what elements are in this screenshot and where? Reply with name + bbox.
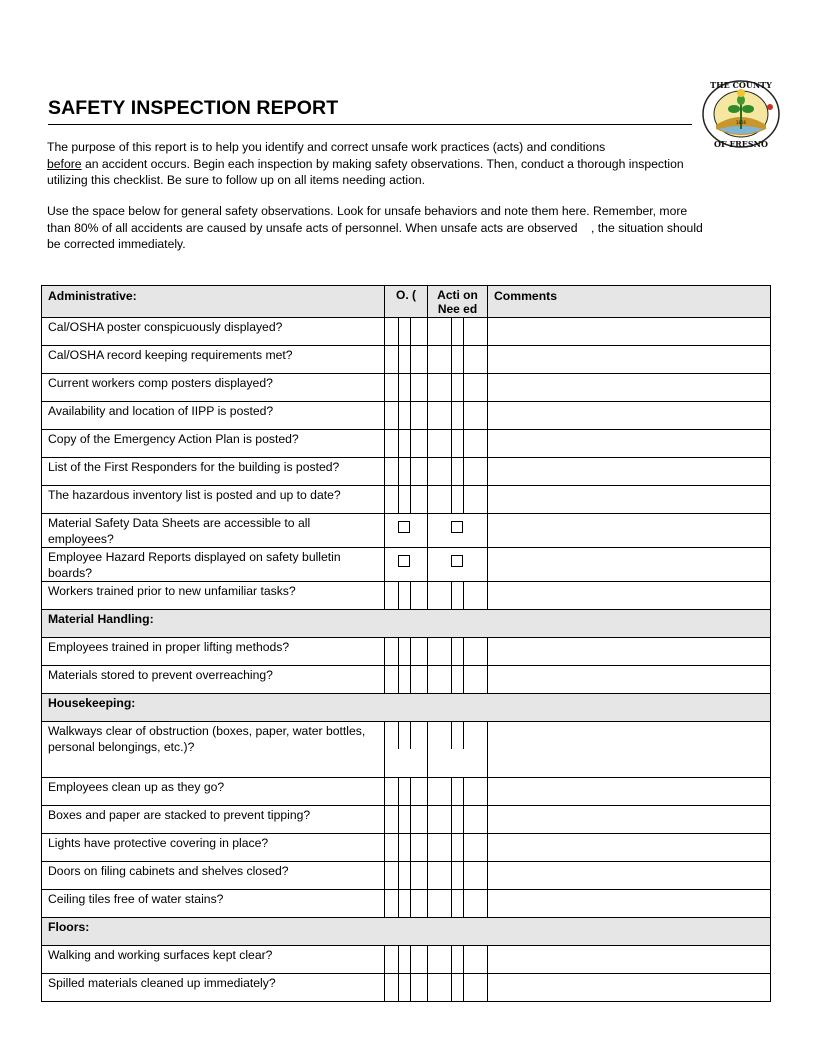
checklist-item-label: Copy of the Emergency Action Plan is posted? bbox=[42, 430, 385, 458]
checklist-item-label: Lights have protective covering in place? bbox=[42, 834, 385, 862]
ok-cell bbox=[385, 374, 428, 402]
table-row bbox=[42, 548, 771, 582]
observations-line-2: than 80% of all accidents are caused by unsafe acts of personnel. When unsafe acts are observed , the situation should bbox=[47, 220, 703, 235]
header-ok: O. ( bbox=[385, 286, 428, 318]
table-row bbox=[42, 862, 771, 890]
section-fill-cell bbox=[385, 694, 428, 722]
observations-line-1: Use the space below for general safety observations. Look for unsafe behaviors and note them here. Remember, more bbox=[47, 204, 688, 218]
seal-top-text: THE COUNTY bbox=[710, 80, 772, 90]
title-rule bbox=[48, 124, 692, 125]
header-action-line-1: Acti on bbox=[437, 288, 478, 302]
table-row bbox=[42, 666, 771, 694]
table-row bbox=[42, 374, 771, 402]
action-cell bbox=[428, 548, 488, 582]
action-checkbox[interactable] bbox=[451, 318, 464, 345]
ok-cell bbox=[385, 890, 428, 918]
ok-checkbox[interactable] bbox=[398, 402, 411, 429]
comments-cell[interactable] bbox=[488, 778, 771, 806]
comments-cell[interactable] bbox=[488, 722, 771, 778]
checklist-item-label: List of the First Responders for the building is posted? bbox=[42, 458, 385, 486]
comments-cell[interactable] bbox=[488, 862, 771, 890]
intro-line-2: an accident occurs. Begin each inspection by making safety observations. Then, conduct a thorough inspection bbox=[81, 156, 684, 171]
ok-cell bbox=[385, 834, 428, 862]
action-checkbox[interactable] bbox=[451, 722, 464, 749]
comments-cell[interactable] bbox=[488, 346, 771, 374]
observations-line-3: be corrected immediately. bbox=[47, 237, 186, 251]
ok-cell bbox=[385, 430, 428, 458]
table-row bbox=[42, 638, 771, 666]
action-checkbox[interactable] bbox=[451, 946, 464, 973]
action-checkbox[interactable] bbox=[451, 778, 464, 805]
ok-cell bbox=[385, 582, 428, 610]
comments-cell[interactable] bbox=[488, 514, 771, 548]
action-checkbox[interactable] bbox=[451, 486, 464, 513]
ok-cell bbox=[385, 458, 428, 486]
ok-cell bbox=[385, 946, 428, 974]
action-cell bbox=[428, 806, 488, 834]
table-row bbox=[42, 806, 771, 834]
action-cell bbox=[428, 638, 488, 666]
section-fill-cell bbox=[488, 694, 771, 722]
ok-checkbox[interactable] bbox=[398, 555, 410, 567]
comments-cell[interactable] bbox=[488, 834, 771, 862]
seal-year: 1856 bbox=[735, 120, 747, 125]
ok-checkbox[interactable] bbox=[398, 374, 411, 401]
checklist-item-label: Materials stored to prevent overreaching? bbox=[42, 666, 385, 694]
comments-cell[interactable] bbox=[488, 582, 771, 610]
ok-checkbox[interactable] bbox=[398, 458, 411, 485]
table-row bbox=[42, 402, 771, 430]
section-fill-cell bbox=[428, 610, 488, 638]
checklist-item-label: Walkways clear of obstruction (boxes, paper, water bottles, personal belongings, etc.)? bbox=[42, 722, 385, 778]
ok-checkbox[interactable] bbox=[398, 722, 411, 749]
ok-cell bbox=[385, 548, 428, 582]
table-row bbox=[42, 834, 771, 862]
action-checkbox[interactable] bbox=[451, 458, 464, 485]
action-cell bbox=[428, 582, 488, 610]
table-row bbox=[42, 778, 771, 806]
ok-cell bbox=[385, 666, 428, 694]
intro-paragraph bbox=[47, 139, 747, 189]
section-fill-cell bbox=[428, 918, 488, 946]
ok-checkbox[interactable] bbox=[398, 346, 411, 373]
checklist-item-label: Current workers comp posters displayed? bbox=[42, 374, 385, 402]
action-checkbox[interactable] bbox=[451, 890, 464, 917]
ok-checkbox[interactable] bbox=[398, 778, 411, 805]
section-fill-cell bbox=[428, 694, 488, 722]
inspection-checklist-table bbox=[41, 285, 771, 1002]
action-checkbox[interactable] bbox=[451, 806, 464, 833]
action-cell bbox=[428, 514, 488, 548]
header-action-needed bbox=[428, 286, 488, 318]
report-title: SAFETY INSPECTION REPORT bbox=[48, 97, 339, 119]
checklist-item-label: Employees trained in proper lifting methods? bbox=[42, 638, 385, 666]
action-checkbox[interactable] bbox=[451, 862, 464, 889]
header-comments: Comments bbox=[488, 286, 771, 318]
action-checkbox[interactable] bbox=[451, 374, 464, 401]
ok-checkbox[interactable] bbox=[398, 946, 411, 973]
action-cell bbox=[428, 318, 488, 346]
table-row bbox=[42, 582, 771, 610]
ok-cell bbox=[385, 318, 428, 346]
ok-checkbox[interactable] bbox=[398, 806, 411, 833]
table-row bbox=[42, 946, 771, 974]
section-title: Material Handling: bbox=[42, 610, 385, 638]
action-cell bbox=[428, 974, 488, 1002]
action-checkbox[interactable] bbox=[451, 974, 464, 1001]
ok-checkbox[interactable] bbox=[398, 974, 411, 1001]
checklist-item-label: The hazardous inventory list is posted and up to date? bbox=[42, 486, 385, 514]
action-cell bbox=[428, 834, 488, 862]
ok-cell bbox=[385, 806, 428, 834]
comments-cell[interactable] bbox=[488, 458, 771, 486]
checklist-item-label: Availability and location of IIPP is posted? bbox=[42, 402, 385, 430]
section-fill-cell bbox=[385, 918, 428, 946]
comments-cell[interactable] bbox=[488, 946, 771, 974]
action-checkbox[interactable] bbox=[451, 666, 464, 693]
ok-cell bbox=[385, 346, 428, 374]
comments-cell[interactable] bbox=[488, 430, 771, 458]
action-cell bbox=[428, 722, 488, 778]
table-row bbox=[42, 974, 771, 1002]
action-cell bbox=[428, 890, 488, 918]
seal-bottom-text: OF FRESNO bbox=[714, 139, 768, 149]
ok-checkbox[interactable] bbox=[398, 666, 411, 693]
section-title: Housekeeping: bbox=[42, 694, 385, 722]
comments-cell[interactable] bbox=[488, 666, 771, 694]
action-cell bbox=[428, 666, 488, 694]
comments-cell[interactable] bbox=[488, 318, 771, 346]
intro-line-3: utilizing this checklist. Be sure to follow up on all items needing action. bbox=[47, 173, 426, 187]
table-header-row bbox=[42, 286, 771, 318]
comments-cell[interactable] bbox=[488, 890, 771, 918]
comments-cell[interactable] bbox=[488, 974, 771, 1002]
ok-checkbox[interactable] bbox=[398, 430, 411, 457]
section-fill-cell bbox=[385, 610, 428, 638]
ok-cell bbox=[385, 778, 428, 806]
intro-before-word: before bbox=[47, 156, 82, 171]
header-action-line-2: Nee ed bbox=[437, 302, 478, 316]
table-row bbox=[42, 722, 771, 778]
comments-cell[interactable] bbox=[488, 806, 771, 834]
action-cell bbox=[428, 346, 488, 374]
ok-checkbox[interactable] bbox=[398, 486, 411, 513]
action-checkbox[interactable] bbox=[451, 582, 464, 609]
checklist-item-label: Boxes and paper are stacked to prevent tipping? bbox=[42, 806, 385, 834]
checklist-item-label: Spilled materials cleaned up immediately? bbox=[42, 974, 385, 1002]
checklist-item-label: Doors on filing cabinets and shelves closed? bbox=[42, 862, 385, 890]
section-header-row bbox=[42, 918, 771, 946]
comments-cell[interactable] bbox=[488, 548, 771, 582]
ok-checkbox[interactable] bbox=[398, 862, 411, 889]
action-checkbox[interactable] bbox=[451, 834, 464, 861]
checklist-item-label: Ceiling tiles free of water stains? bbox=[42, 890, 385, 918]
checklist-item-label: Cal/OSHA record keeping requirements met? bbox=[42, 346, 385, 374]
ok-cell bbox=[385, 862, 428, 890]
section-fill-cell bbox=[488, 918, 771, 946]
action-cell bbox=[428, 402, 488, 430]
checklist-item-label: Cal/OSHA poster conspicuously displayed? bbox=[42, 318, 385, 346]
checklist-item-label: Employees clean up as they go? bbox=[42, 778, 385, 806]
observations-paragraph bbox=[47, 203, 759, 253]
ok-cell bbox=[385, 514, 428, 548]
section-header-row bbox=[42, 610, 771, 638]
ok-checkbox[interactable] bbox=[398, 890, 411, 917]
ok-checkbox[interactable] bbox=[398, 521, 410, 533]
table-row bbox=[42, 458, 771, 486]
action-cell bbox=[428, 374, 488, 402]
action-cell bbox=[428, 486, 488, 514]
comments-cell[interactable] bbox=[488, 402, 771, 430]
checklist-item-label: Workers trained prior to new unfamiliar tasks? bbox=[42, 582, 385, 610]
checklist-item-label: Employee Hazard Reports displayed on safety bulletin boards? bbox=[42, 548, 385, 582]
action-checkbox[interactable] bbox=[451, 521, 463, 533]
action-cell bbox=[428, 458, 488, 486]
table-row bbox=[42, 890, 771, 918]
table-row bbox=[42, 346, 771, 374]
action-checkbox[interactable] bbox=[451, 555, 463, 567]
section-header-row bbox=[42, 694, 771, 722]
checklist-item-label: Material Safety Data Sheets are accessible to all employees? bbox=[42, 514, 385, 548]
intro-line-1: The purpose of this report is to help you identify and correct unsafe work practices (acts) and conditions bbox=[47, 140, 606, 154]
table-row bbox=[42, 430, 771, 458]
action-checkbox[interactable] bbox=[451, 346, 464, 373]
ok-cell bbox=[385, 974, 428, 1002]
checklist-item-label: Walking and working surfaces kept clear? bbox=[42, 946, 385, 974]
comments-cell[interactable] bbox=[488, 638, 771, 666]
header-administrative: Administrative: bbox=[42, 286, 385, 318]
table-row bbox=[42, 318, 771, 346]
table-row bbox=[42, 486, 771, 514]
ok-cell bbox=[385, 722, 428, 778]
action-cell bbox=[428, 862, 488, 890]
comments-cell[interactable] bbox=[488, 486, 771, 514]
comments-cell[interactable] bbox=[488, 374, 771, 402]
ok-cell bbox=[385, 638, 428, 666]
action-checkbox[interactable] bbox=[451, 402, 464, 429]
ok-cell bbox=[385, 486, 428, 514]
table-row bbox=[42, 514, 771, 548]
ok-checkbox[interactable] bbox=[398, 318, 411, 345]
action-cell bbox=[428, 946, 488, 974]
ok-checkbox[interactable] bbox=[398, 638, 411, 665]
ok-checkbox[interactable] bbox=[398, 582, 411, 609]
section-fill-cell bbox=[488, 610, 771, 638]
section-title: Floors: bbox=[42, 918, 385, 946]
action-cell bbox=[428, 778, 488, 806]
action-checkbox[interactable] bbox=[451, 638, 464, 665]
ok-cell bbox=[385, 402, 428, 430]
action-cell bbox=[428, 430, 488, 458]
ok-checkbox[interactable] bbox=[398, 834, 411, 861]
action-checkbox[interactable] bbox=[451, 430, 464, 457]
